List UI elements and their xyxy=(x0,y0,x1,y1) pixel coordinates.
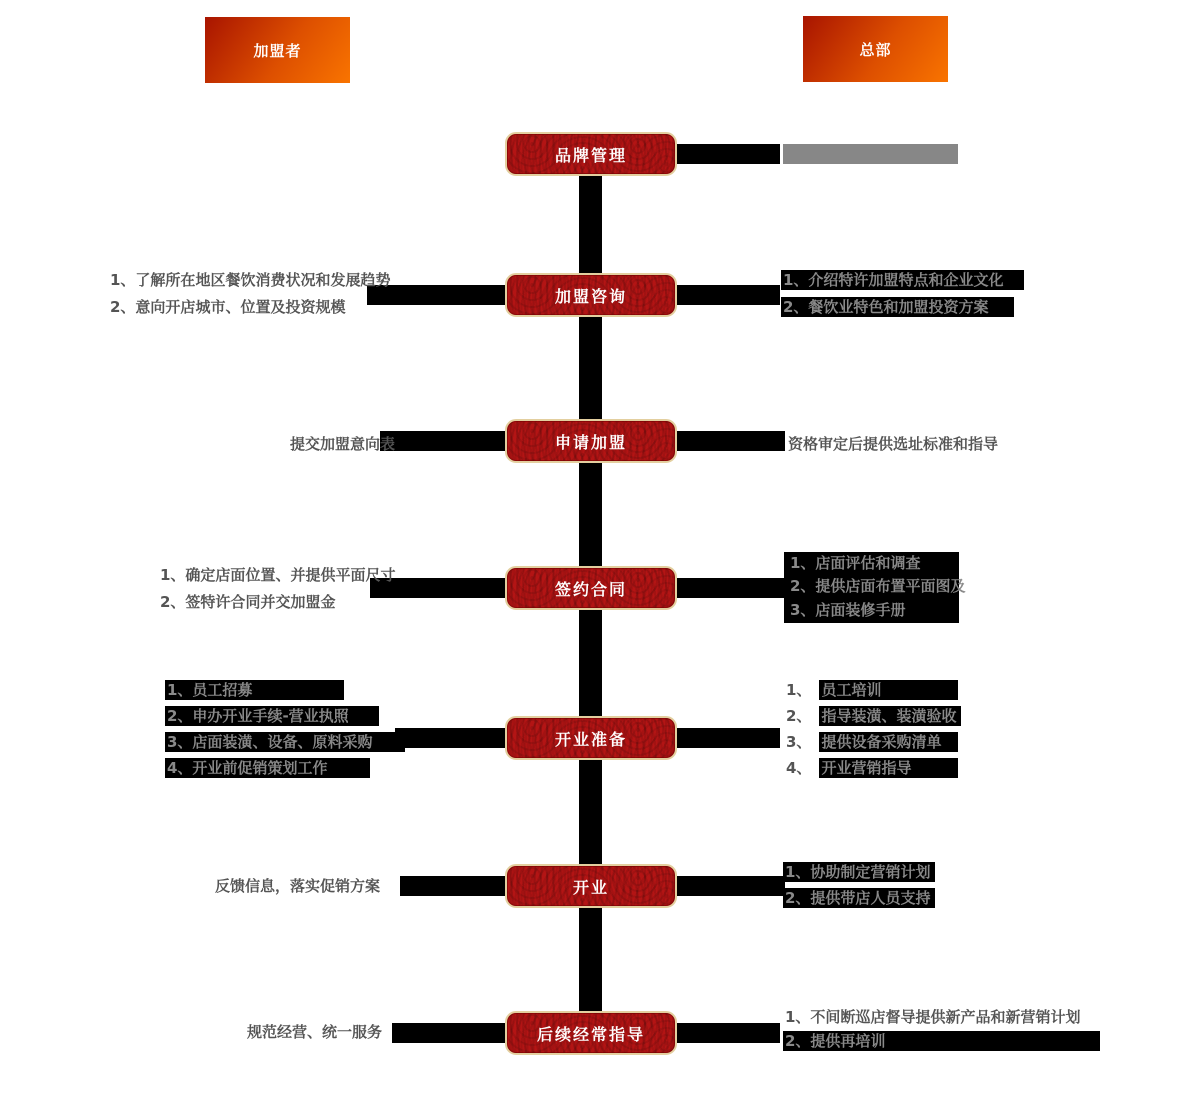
connector-vertical xyxy=(579,461,602,568)
left-annotation xyxy=(165,677,405,781)
connector-vertical xyxy=(579,608,602,718)
annotation-line xyxy=(783,1005,1100,1029)
annotation-text: 规范经营、统一服务 xyxy=(247,1023,383,1041)
annotation-line xyxy=(165,755,405,781)
right-annotation xyxy=(786,430,1003,458)
annotation-line xyxy=(108,266,395,294)
flow-node-label: 开业 xyxy=(572,877,609,897)
annotation-text: 2、申办开业手续-营业执照 xyxy=(165,706,379,726)
annotation-line xyxy=(781,266,1024,294)
annotation-text: 2、提供带店人员支持 xyxy=(783,888,935,908)
annotation-text: 开业营销指导 xyxy=(819,758,958,778)
flow-node-label: 后续经常指导 xyxy=(536,1024,645,1044)
annotation-line xyxy=(788,551,970,575)
flow-node xyxy=(505,1011,677,1055)
flow-node-label: 申请加盟 xyxy=(554,432,627,452)
annotation-text: 提交加盟意向表 xyxy=(290,434,396,453)
header-hq-label: 总部 xyxy=(859,40,892,59)
annotation-text: 3、店面装潢、设备、原料采购 xyxy=(165,732,405,752)
flow-node xyxy=(505,273,677,317)
annotation-text: 1、介绍特许加盟特点和企业文化 xyxy=(781,270,1024,290)
connector-vertical xyxy=(579,906,602,1013)
annotation-line xyxy=(245,1019,387,1045)
connector-bar-left xyxy=(392,1023,512,1043)
connector-vertical xyxy=(579,315,602,421)
annotation-line xyxy=(781,294,1024,322)
right-annotation xyxy=(783,859,935,911)
left-annotation xyxy=(288,430,400,458)
annotation-text: 2、提供再培训 xyxy=(783,1031,1100,1051)
header-franchisee xyxy=(205,17,350,83)
connector-bar-right xyxy=(674,285,780,305)
annotation-line xyxy=(783,1029,1100,1053)
annotation-line xyxy=(786,755,958,781)
connector-bar-right xyxy=(674,1023,780,1043)
annotation-line xyxy=(786,677,958,703)
connector-bar-right xyxy=(674,578,785,598)
annotation-line xyxy=(158,589,400,617)
annotation-text: 2、提供店面布置平面图及 xyxy=(790,577,966,596)
connector-vertical xyxy=(579,174,602,275)
annotation-line xyxy=(783,859,935,885)
annotation-line xyxy=(158,561,400,589)
annotation-line xyxy=(786,703,958,729)
flow-node xyxy=(505,716,677,760)
annotation-number: 4、 xyxy=(786,759,812,777)
annotation-line xyxy=(783,885,935,911)
annotation-text: 1、协助制定营销计划 xyxy=(783,862,935,882)
annotation-text: 1、店面评估和调查 xyxy=(790,553,921,572)
flow-node xyxy=(505,566,677,610)
annotation-number: 1、 xyxy=(786,681,812,699)
annotation-text: 2、餐饮业特色和加盟投资方案 xyxy=(781,297,1014,317)
annotation-text: 2、意向开店城市、位置及投资规模 xyxy=(110,298,346,317)
annotation-text: 反馈信息，落实促销方案 xyxy=(215,877,381,895)
connector-bar-right xyxy=(674,876,785,896)
right-annotation xyxy=(788,551,970,622)
annotation-text: 2、签特许合同并交加盟金 xyxy=(160,593,336,612)
annotation-text: 1、不间断巡店督导提供新产品和新营销计划 xyxy=(785,1008,1081,1026)
status-gray-bar xyxy=(783,144,958,164)
annotation-line xyxy=(788,575,970,599)
left-annotation xyxy=(108,266,395,321)
annotation-line xyxy=(165,703,405,729)
annotation-number: 3、 xyxy=(786,733,812,751)
annotation-text: 提供设备采购清单 xyxy=(819,732,958,752)
flow-node xyxy=(505,864,677,908)
right-annotation xyxy=(783,1005,1100,1053)
right-annotation xyxy=(781,266,1024,321)
flow-node-label: 加盟咨询 xyxy=(554,286,627,306)
annotation-line xyxy=(786,729,958,755)
annotation-line xyxy=(786,430,1003,458)
annotation-text: 1、员工招募 xyxy=(165,680,344,700)
flow-node xyxy=(505,419,677,463)
flow-node xyxy=(505,132,677,176)
connector-bar-right xyxy=(674,728,780,748)
annotation-text: 4、开业前促销策划工作 xyxy=(165,758,370,778)
connector-bar-right xyxy=(674,431,785,451)
connector-bar-left xyxy=(395,728,512,748)
left-annotation xyxy=(245,1019,387,1045)
annotation-text: 1、了解所在地区餐饮消费状况和发展趋势 xyxy=(110,270,391,289)
left-annotation xyxy=(158,561,400,616)
annotation-text: 1、确定店面位置、并提供平面尺寸 xyxy=(160,565,396,584)
annotation-text: 指导装潢、装潢验收 xyxy=(819,706,961,726)
annotation-line xyxy=(788,598,970,622)
connector-bar-right xyxy=(674,144,780,164)
header-hq xyxy=(803,16,948,82)
left-annotation xyxy=(213,873,385,899)
flow-node-label: 签约合同 xyxy=(554,579,627,599)
annotation-text: 员工培训 xyxy=(819,680,958,700)
annotation-line xyxy=(165,729,405,755)
connector-bar-left xyxy=(400,876,512,896)
annotation-line xyxy=(165,677,405,703)
annotation-text: 3、店面装修手册 xyxy=(790,600,906,619)
annotation-line xyxy=(213,873,385,899)
annotation-text: 资格审定后提供选址标准和指导 xyxy=(788,434,999,453)
flow-node-label: 开业准备 xyxy=(554,729,627,749)
connector-vertical xyxy=(579,758,602,866)
annotation-line xyxy=(108,294,395,322)
right-annotation xyxy=(786,677,958,781)
annotation-number: 2、 xyxy=(786,707,812,725)
flow-node-label: 品牌管理 xyxy=(554,145,627,165)
annotation-line xyxy=(288,430,400,458)
header-franchisee-label: 加盟者 xyxy=(253,41,302,60)
